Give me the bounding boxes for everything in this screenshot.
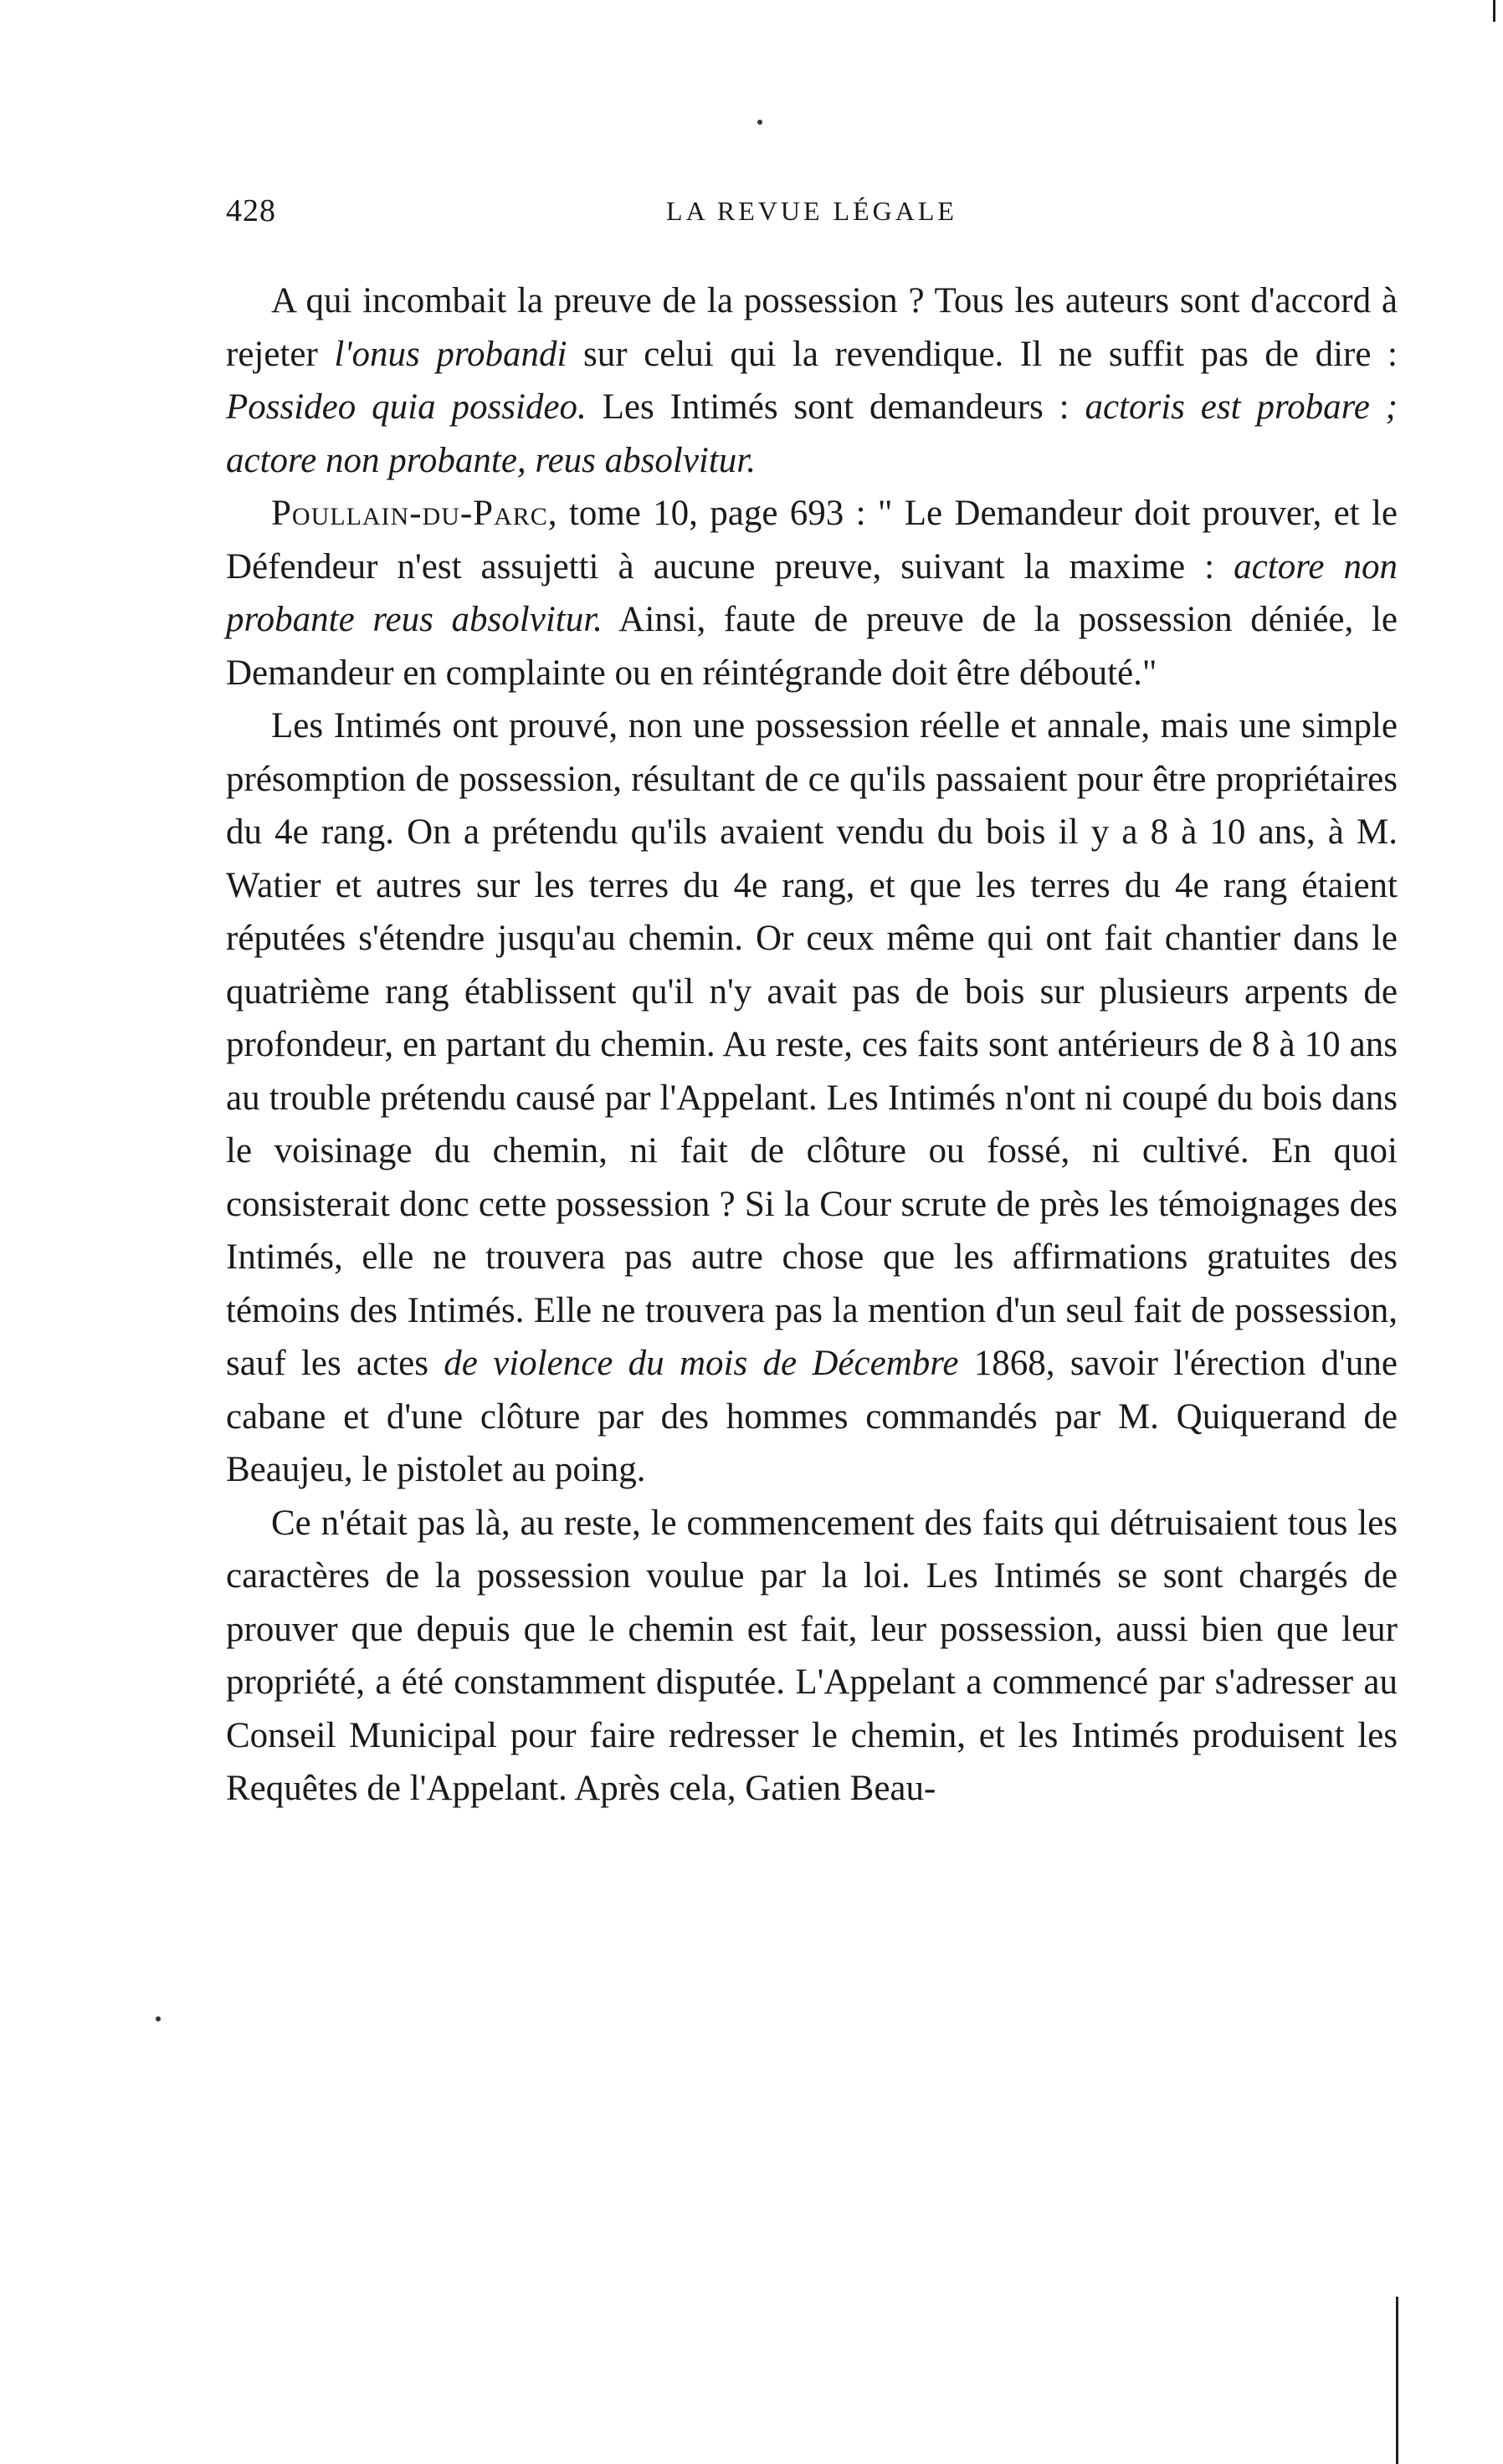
p1-text-c: Les Intimés sont demandeurs : — [586, 387, 1085, 427]
scan-speck — [757, 120, 762, 125]
p2-text-a: , tome 10, page 693 : " Le Demandeur doit prouver, et le Défendeur n'est assujetti à aucune preuve, suivant la maxime : — [226, 494, 1398, 587]
p1-italic-onus: l'onus probandi — [334, 334, 567, 374]
scan-speck — [156, 2016, 161, 2021]
p3-italic-date: de violence du mois de Décembre — [444, 1344, 959, 1383]
body-text — [226, 274, 1398, 1816]
journal-title: LA REVUE LÉGALE — [666, 196, 957, 226]
p2-text-b: Ainsi, faute de preuve de la possession déniée, le Demandeur en complainte ou en réintégrande doit être débouté." — [226, 600, 1398, 693]
paragraph-3 — [226, 699, 1398, 1497]
p3-text-b: 1868, savoir l'érection d'une cabane et d'une clôture par des hommes commandés par M. Quiquerand de Beaujeu, le pistolet au poing. — [226, 1344, 1398, 1489]
scan-edge-mark — [1493, 0, 1495, 22]
paragraph-4 — [226, 1497, 1398, 1816]
p2-author-name: Poullain-du-Parc — [271, 494, 548, 533]
p3-text-a: Les Intimés ont prouvé, non une possession réelle et annale, mais une simple présomption de possession, résultant de ce qu'ils passaient pour être propriétaires du 4e rang. On a prétendu qu'ils avaient vendu du bois il y a 8 à 10 ans, à M. Watier et autres sur les terres du 4e rang, et que les terres du 4e rang étaient réputées s'étendre jusqu'au chemin. Or ceux même qui ont fait chantier dans le quatrième rang établissent qu'il n'y avait pas de bois sur plusieurs arpents de profondeur, en partant du chemin. Au reste, ces faits sont antérieurs de 8 à 10 ans au trouble prétendu causé par l'Appelant. Les Intimés n'ont ni coupé du bois dans le voisinage du chemin, ni fait de clôture ou fossé, ni cultivé. En quoi consisterait donc cette possession ? Si la Cour scrute de près les témoignages des Intimés, elle ne trouvera pas autre chose que les affirmations gratuites des témoins des Intimés. Elle ne trouvera pas la mention d'un seul fait de possession, sauf les actes — [226, 706, 1398, 1383]
scan-edge-line — [1396, 2297, 1398, 2464]
book-page — [226, 192, 1398, 2418]
paragraph-2 — [226, 487, 1398, 699]
paragraph-1 — [226, 274, 1398, 487]
page-number: 428 — [226, 193, 276, 228]
running-head — [226, 192, 1398, 243]
p1-italic-maxim: actoris est probare ; actore non probante, reus absolvitur. — [226, 387, 1398, 480]
p1-text-b: sur celui qui la revendique. Il ne suffit pas de dire : — [567, 334, 1398, 374]
p1-italic-possideo: Possideo quia possideo. — [226, 387, 587, 427]
p2-italic-maxim: actore non probante reus absolvitur. — [226, 546, 1398, 639]
p1-text-a: A qui incombait la preuve de la possession ? Tous les auteurs sont d'accord à rejeter — [226, 281, 1398, 374]
p4-text: Ce n'était pas là, au reste, le commencement des faits qui détruisaient tous les caractères de la possession voulue par la loi. Les Intimés se sont chargés de prouver que depuis que le chemin est fait, leur possession, aussi bien que leur propriété, a été constamment disputée. L'Appelant a commencé par s'adresser au Conseil Municipal pour faire redresser le chemin, et les Intimés produisent les Requêtes de l'Appelant. Après cela, Gatien Beau- — [226, 1503, 1398, 1808]
